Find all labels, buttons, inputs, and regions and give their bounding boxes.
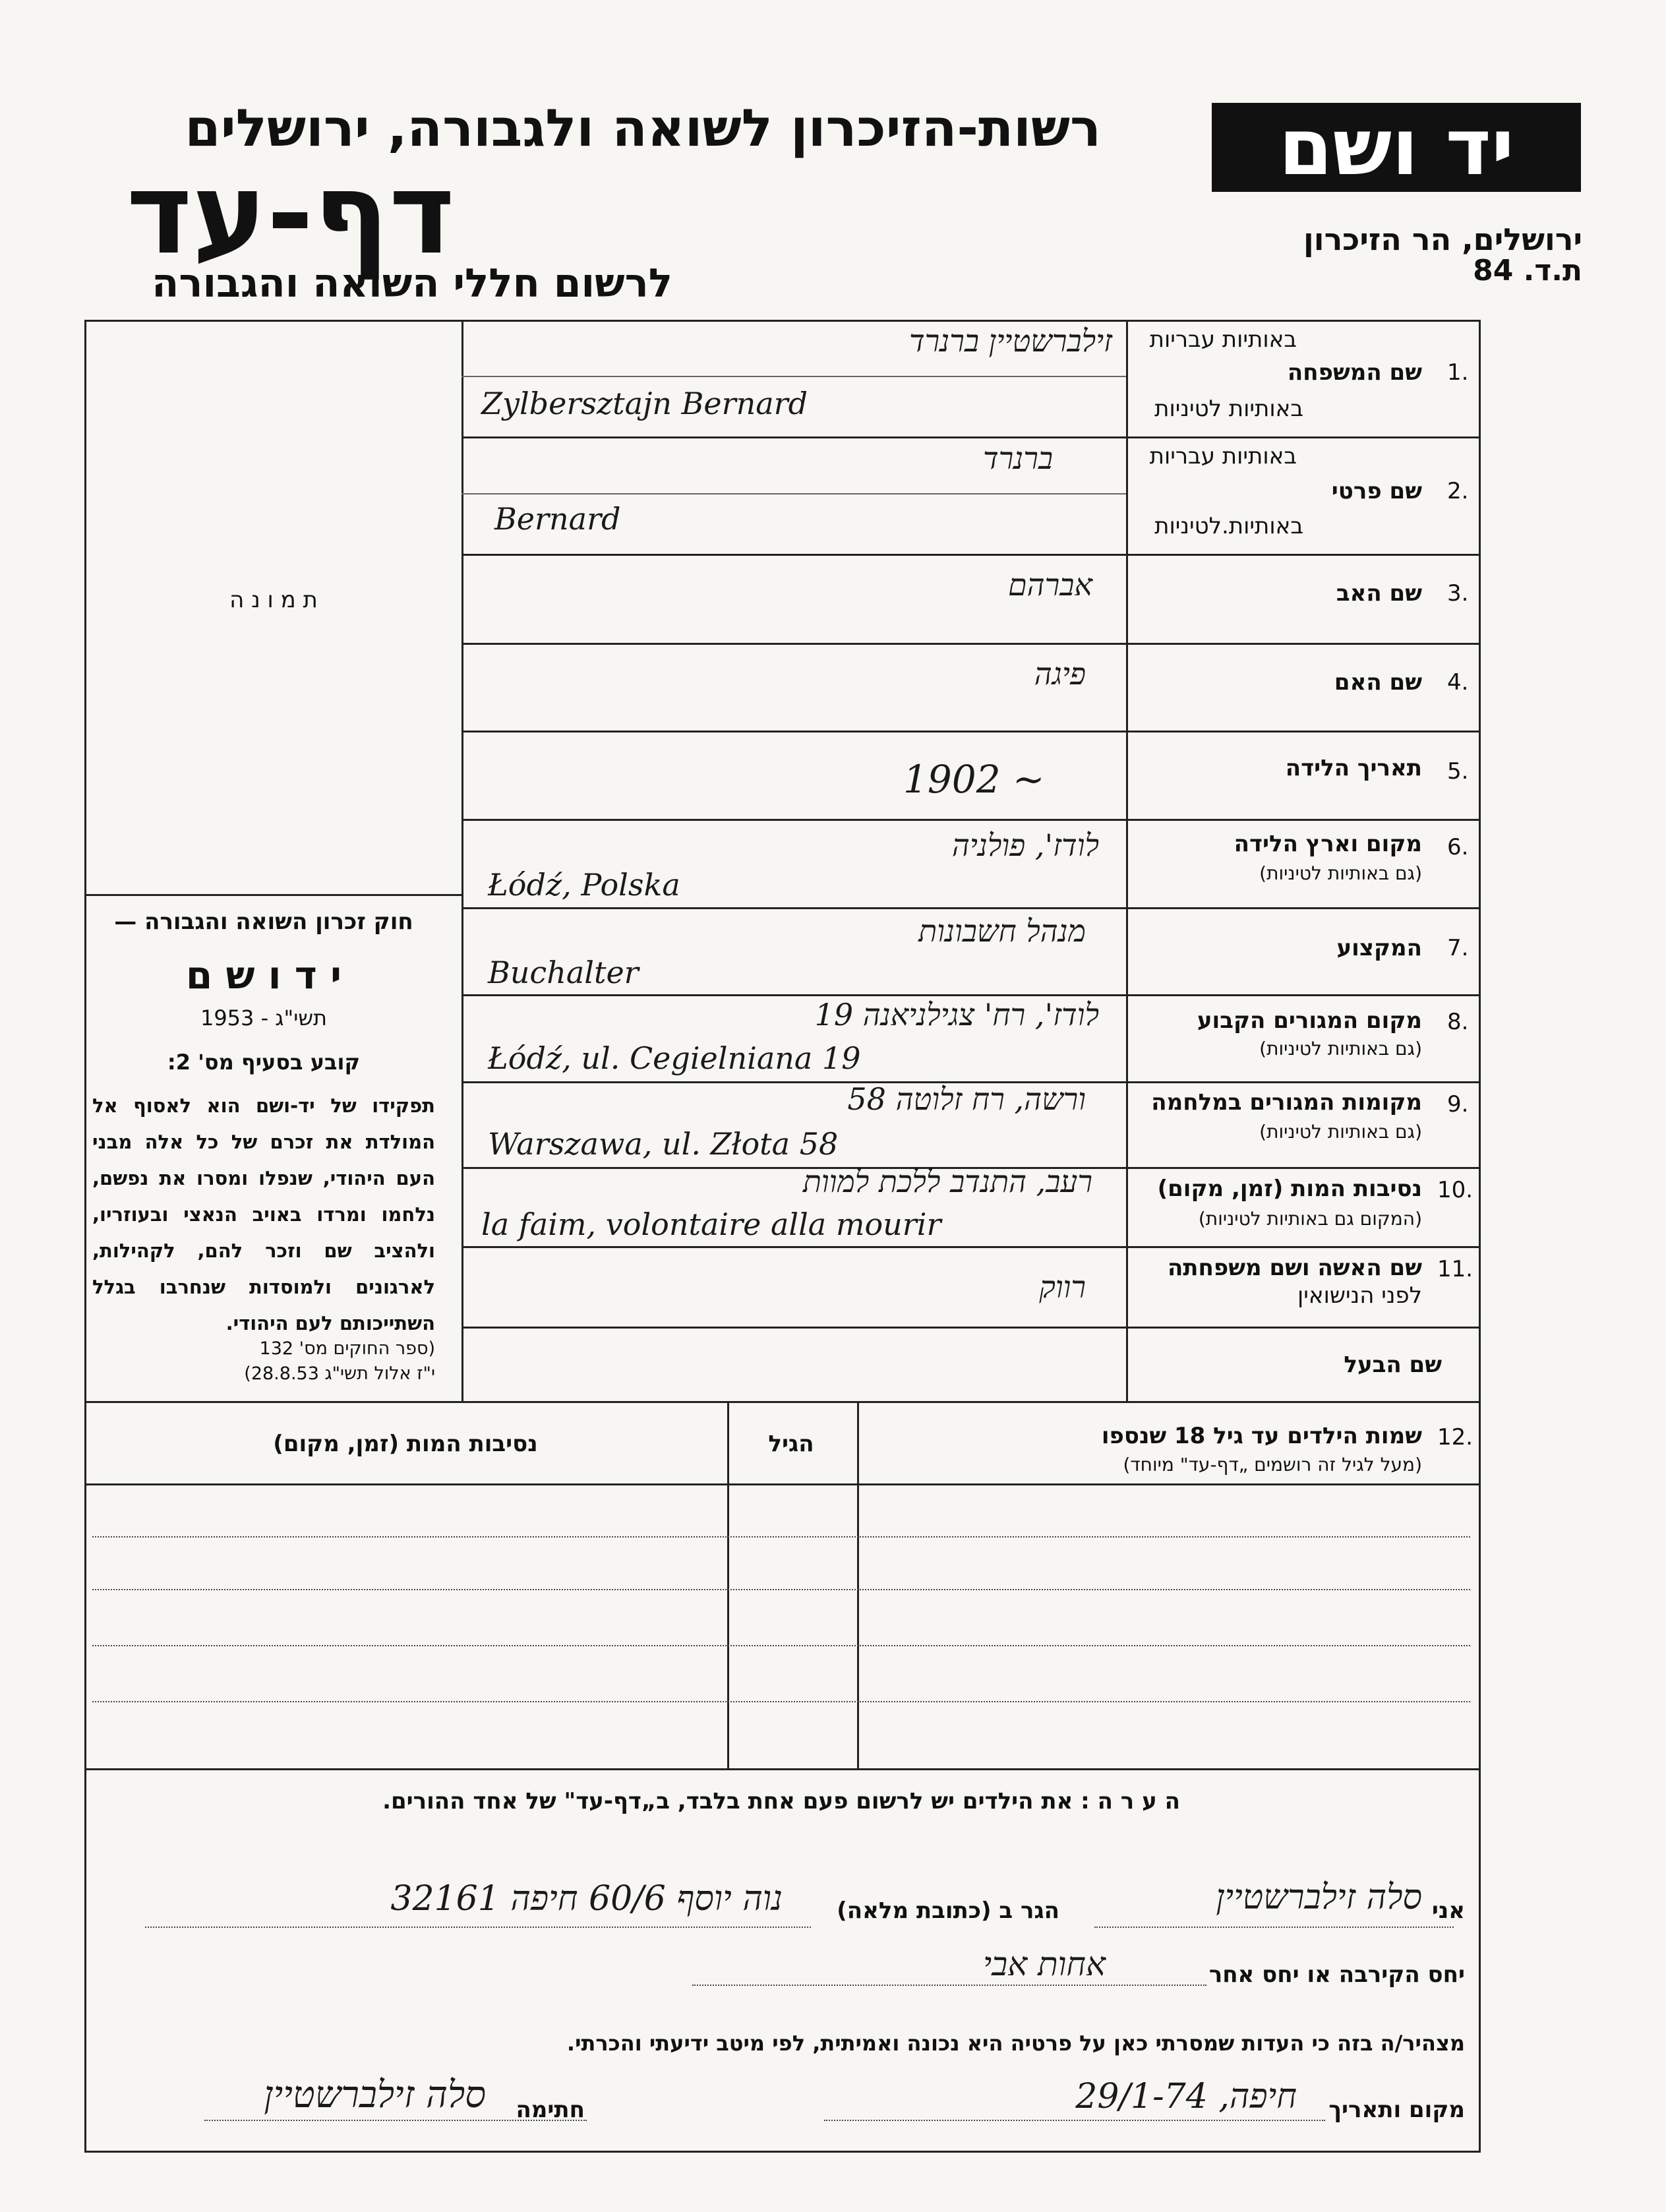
- field-3-number: 3.: [1447, 580, 1469, 607]
- field-6-number: 6.: [1447, 834, 1469, 860]
- place-date-label: מקום ותאריך: [1328, 2097, 1465, 2123]
- field-9-number: 9.: [1447, 1091, 1469, 1118]
- location: ירושלים, הר הזיכרון: [1303, 222, 1582, 257]
- declarant-address: נוה יוסף 60/6 חיפה 32161: [390, 1879, 783, 1919]
- declarant-name: סלה זילברשטיין: [1216, 1878, 1422, 1917]
- children-sub-label: (מעל לגיל זה רושמים „דף-עד" מיוחד): [1123, 1454, 1422, 1476]
- form-subtitle: לרשום חללי השואה והגבורה: [152, 260, 672, 307]
- age-header: הגיל: [768, 1431, 814, 1457]
- yad-vashem-logo: יד ושם: [1212, 103, 1581, 192]
- relation: אחות אבי: [983, 1945, 1106, 1983]
- birth-date: 1902 ~: [903, 757, 1045, 802]
- husband-label: שם הבעל: [1344, 1352, 1442, 1378]
- signature: סלה זילברשטיין: [264, 2074, 486, 2116]
- field-8-label: מקום המגורים הקבוע: [1197, 1007, 1422, 1034]
- form-title: דף-עד: [126, 149, 455, 280]
- field-8-latin-hint: (גם באותיות לטיניות): [1259, 1038, 1422, 1060]
- residence-latin: Łódź, ul. Cegielniana 19: [488, 1040, 861, 1076]
- field-7-number: 7.: [1447, 935, 1469, 961]
- field-11-sub-label: לפני הנישואין: [1297, 1282, 1422, 1309]
- birth-place-latin: Łódź, Polska: [488, 867, 680, 903]
- field-1-label: שם המשפחה: [1287, 359, 1422, 386]
- field-4-number: 4.: [1447, 669, 1469, 696]
- field-7-label: המקצוע: [1336, 935, 1422, 961]
- field-6-latin-hint: (גם באותיות לטיניות): [1259, 862, 1422, 884]
- photo-label: ת מ ו נ ה: [229, 587, 318, 613]
- field-2-label: שם פרטי: [1331, 478, 1422, 504]
- declarant-i-label: אני: [1431, 1898, 1465, 1924]
- law-ref2: י"ז אלול תשי"ג 28.8.53): [244, 1363, 435, 1384]
- given-name-hebrew: ברנרד: [982, 440, 1053, 476]
- residence-hebrew: לודז', רח' צגילניאנה 19: [814, 997, 1099, 1032]
- field-2-number: 2.: [1447, 478, 1469, 504]
- field-12-number: 12.: [1437, 1424, 1473, 1450]
- place-date: חיפה, 29/1-74: [1075, 2077, 1297, 2116]
- wife-name: רווק: [1039, 1269, 1086, 1305]
- field-11-number: 11.: [1437, 1256, 1473, 1282]
- law-text: תפקידו של יד-ושם הוא לאסוף אל המולדת את זכרם של כל אלה מבני העם היהודי, שנפלו ומסרו את נפשם, נלחמו ומרדו באויב הנאצי ובעוזריו, ולהציב שם וזכר להם, לקהילות, לארגונים ולמוסדות שנחרבו בגלל השתייכותם לעם היהודי.: [92, 1094, 435, 1334]
- field-3-label: שם האב: [1336, 580, 1422, 607]
- given-name-latin: Bernard: [494, 501, 621, 537]
- field-5-number: 5.: [1447, 758, 1469, 785]
- law-clause: קובע בסעיף מס' 2:: [167, 1050, 361, 1075]
- surname-hebrew: זילברשטיין ברנרד: [908, 323, 1112, 359]
- mother-name: פיגה: [1034, 656, 1086, 692]
- field-6-label: מקום וארץ הלידה: [1234, 831, 1422, 857]
- birth-place-hebrew: לודז', פולניה: [951, 827, 1099, 863]
- note: ה ע ר ה : את הילדים יש לרשום פעם אחת בלבד, ב„דף-עד" של אחד ההורים.: [382, 1788, 1180, 1814]
- field-1-hebrew-hint: באותיות עבריות: [1149, 326, 1297, 353]
- field-5-label: תאריך הלידה: [1285, 755, 1422, 781]
- surname-latin: Zylbersztajn Bernard: [481, 386, 808, 421]
- po-box: ת.ד. 84: [1473, 254, 1582, 287]
- death-circumstances-hebrew: רעב, התנדב ללכת למוות: [802, 1164, 1092, 1199]
- law-name: י ד ו ש ם: [185, 953, 342, 998]
- wartime-residence-hebrew: ורשה, רח זלוטה 58: [847, 1081, 1086, 1117]
- organization-title: רשות-הזיכרון לשואה ולגבורה, ירושלים: [185, 99, 1101, 158]
- field-10-label: נסיבות המות (זמן, מקום): [1157, 1176, 1422, 1202]
- declaration-text: מצהיר/ה בזה כי העדות שמסרתי כאן על פרטיה היא נכונה ואמיתית, לפי מיטב ידיעתי והכרתי.: [566, 2031, 1465, 2056]
- signature-label: חתימה: [516, 2097, 585, 2123]
- address-label: הגר ב (כתובת מלאה): [837, 1898, 1059, 1924]
- wartime-residence-latin: Warszawa, ul. Złota 58: [488, 1126, 839, 1162]
- field-9-label: מקומות המגורים במלחמה: [1151, 1089, 1422, 1116]
- relation-label: יחס הקירבה או יחס אחר: [1208, 1961, 1465, 1988]
- field-1-number: 1.: [1447, 359, 1469, 386]
- death-circumstances-header: נסיבות המות (זמן, מקום): [273, 1431, 538, 1457]
- field-1-latin-hint: באותיות לטיניות: [1154, 396, 1303, 422]
- death-circumstances-latin: la faim, volontaire alla mourir: [481, 1207, 941, 1242]
- field-8-number: 8.: [1447, 1009, 1469, 1035]
- profession-hebrew: מנהל חשבונות: [918, 913, 1086, 949]
- law-ref1: (ספר החוקים מס' 132: [259, 1338, 435, 1359]
- field-2-latin-hint: באותיות.לטיניות: [1154, 513, 1303, 539]
- profession-latin: Buchalter: [488, 955, 639, 990]
- field-10-number: 10.: [1437, 1177, 1473, 1203]
- field-4-label: שם האם: [1334, 669, 1422, 696]
- field-2-hebrew-hint: באותיות עבריות: [1149, 443, 1297, 469]
- law-year: תשי"ג - 1953: [200, 1005, 328, 1031]
- field-10-latin-hint: (המקום גם באותיות לטיניות): [1198, 1208, 1422, 1230]
- children-label: שמות הילדים עד גיל 18 שנספו: [1101, 1423, 1422, 1449]
- field-9-latin-hint: (גם באותיות לטיניות): [1259, 1121, 1422, 1143]
- law-heading: חוק זכרון השואה והגבורה —: [114, 909, 413, 935]
- father-name: אברהם: [1007, 567, 1092, 603]
- field-11-label: שם האשה ושם משפחתה: [1167, 1255, 1422, 1281]
